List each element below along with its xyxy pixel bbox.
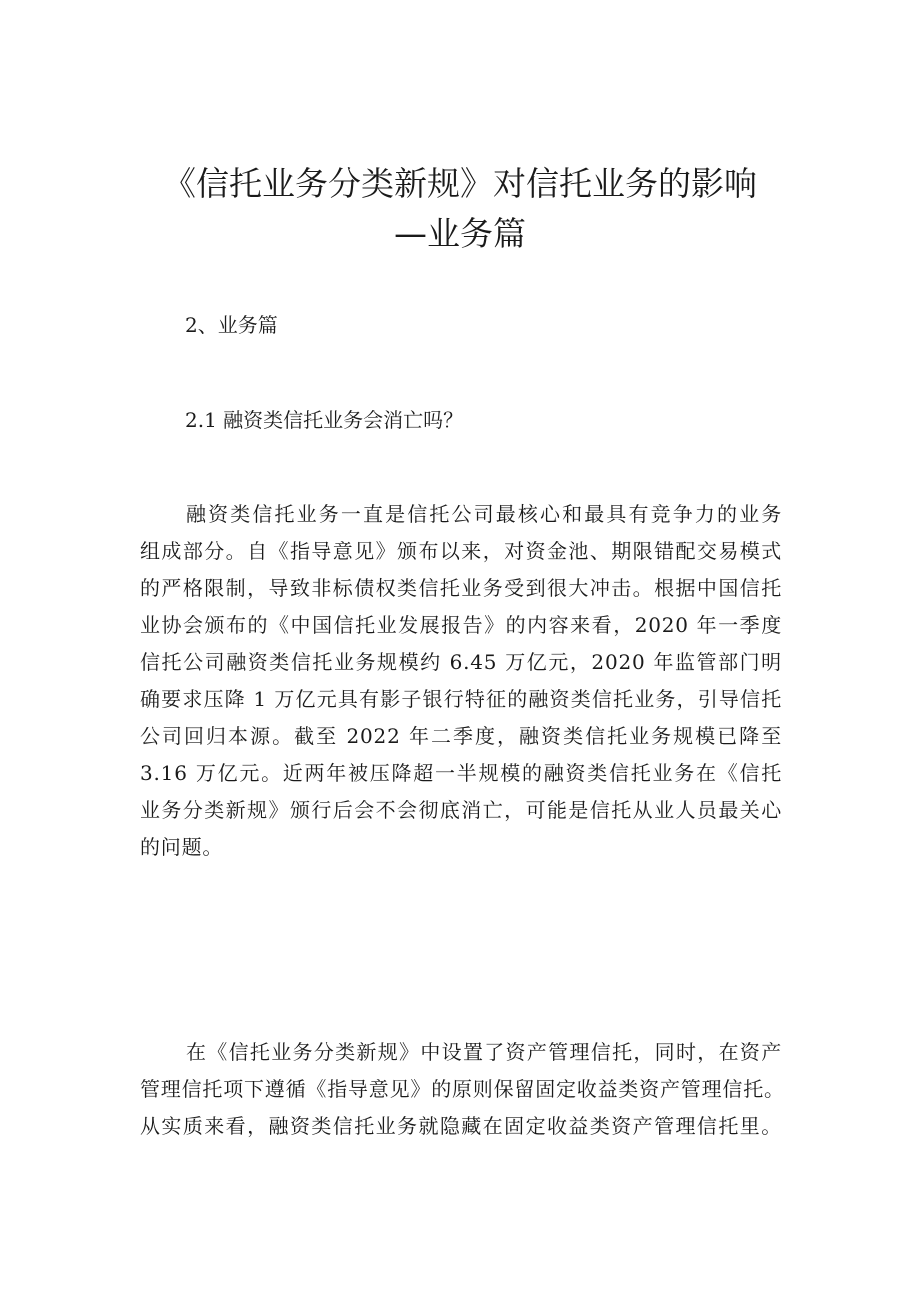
paragraph-line: 融资类信托业务一直是信托公司最核心和最具有竞争力的业务 <box>186 502 782 526</box>
paragraph-line: 的问题。 <box>140 835 224 859</box>
paragraph-2 <box>140 1034 785 1145</box>
section-heading: 2、业务篇 <box>185 313 278 337</box>
paragraph-1 <box>140 496 782 866</box>
paragraph-line: 信托公司融资类信托业务规模约 6.45 万亿元，2020 年监管部门明 <box>140 650 782 674</box>
paragraph-line: 业务分类新规》颁行后会不会彻底消亡，可能是信托从业人员最关心 <box>140 798 782 822</box>
paragraph-line: 公司回归本源。截至 2022 年二季度，融资类信托业务规模已降至 <box>140 724 782 748</box>
paragraph-line: 业协会颁布的《中国信托业发展报告》的内容来看，2020 年一季度 <box>140 613 782 637</box>
subsection-heading: 2.1 融资类信托业务会消亡吗？ <box>185 408 464 432</box>
document-title-line-1: 《信托业务分类新规》对信托业务的影响 <box>163 164 757 203</box>
document-title-line-2: —业务篇 <box>394 214 526 253</box>
paragraph-line: 管理信托项下遵循《指导意见》的原则保留固定收益类资产管理信托。 <box>140 1077 785 1101</box>
paragraph-line: 在《信托业务分类新规》中设置了资产管理信托，同时，在资产 <box>186 1040 782 1064</box>
paragraph-line: 从实质来看，融资类信托业务就隐藏在固定收益类资产管理信托里。 <box>140 1114 782 1138</box>
paragraph-line: 3.16 万亿元。近两年被压降超一半规模的融资类信托业务在《信托 <box>140 761 782 785</box>
paragraph-line: 组成部分。自《指导意见》颁布以来，对资金池、期限错配交易模式 <box>140 539 782 563</box>
paragraph-line: 的严格限制，导致非标债权类信托业务受到很大冲击。根据中国信托 <box>140 576 782 600</box>
paragraph-line: 确要求压降 1 万亿元具有影子银行特征的融资类信托业务，引导信托 <box>140 687 782 711</box>
